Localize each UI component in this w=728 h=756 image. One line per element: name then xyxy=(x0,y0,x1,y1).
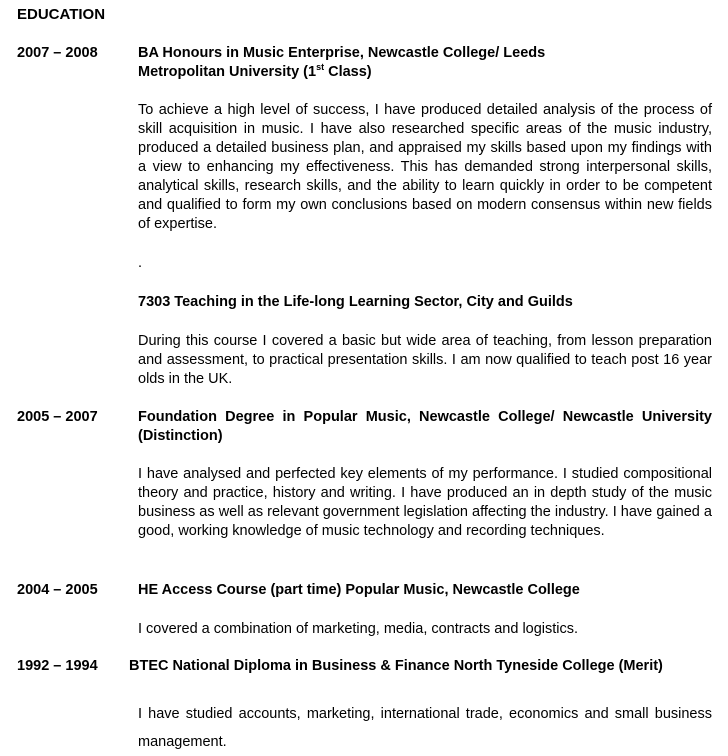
entry-years: 2005 – 2007 xyxy=(17,409,98,425)
ordinal-superscript: st xyxy=(316,62,325,72)
entry-title: BTEC National Diploma in Business & Finance North Tyneside College (Merit) xyxy=(129,658,663,674)
entry-description: I have analysed and perfected key elements of my performance. I studied compositional theory and practice, history and writing. I have produced an in depth study of the music business as well as relevant government legislation affecting the industry. I have gained a good, working knowledge of music technology and recording techniques. xyxy=(138,466,712,539)
entry-title: HE Access Course (part time) Popular Music, Newcastle College xyxy=(138,582,580,598)
entry-years: 1992 – 1994 xyxy=(17,658,98,674)
entry-description: To achieve a high level of success, I have produced detailed analysis of the process of skill acquisition in music. I have also researched specific areas of the music industry, produced a detailed business plan, and appraised my skills based upon my findings with a view to enhancing my effectiveness. This has demanded strong interpersonal skills, analytical skills, research skills, and the ability to learn quickly in order to be competent and qualified to form my own conclusions based on modern consensus within new fields of expertise. xyxy=(138,102,712,232)
trailing-mark: . xyxy=(138,255,143,271)
entry-title-line xyxy=(138,63,712,82)
education-heading: EDUCATION xyxy=(17,6,106,23)
entry-title: Foundation Degree in Popular Music, Newcastle College/ Newcastle University (Distinction) xyxy=(138,409,712,444)
title-text: Metropolitan University (1 xyxy=(138,64,317,80)
entry-subtitle: 7303 Teaching in the Life-long Learning Sector, City and Guilds xyxy=(138,294,573,310)
entry-description: I covered a combination of marketing, media, contracts and logistics. xyxy=(138,621,579,637)
entry-description: I have studied accounts, marketing, international trade, economics and small business management. xyxy=(138,706,712,750)
entry-years: 2007 – 2008 xyxy=(17,45,98,61)
entry-title xyxy=(138,44,712,82)
entry-title-line: BA Honours in Music Enterprise, Newcastle College/ Leeds xyxy=(138,45,546,61)
title-text: Class) xyxy=(324,64,372,80)
entry-sub-description: During this course I covered a basic but wide area of teaching, from lesson preparation and assessment, to practical presentation skills. I am now qualified to teach post 16 year olds in the UK. xyxy=(138,333,712,387)
entry-years: 2004 – 2005 xyxy=(17,582,98,598)
